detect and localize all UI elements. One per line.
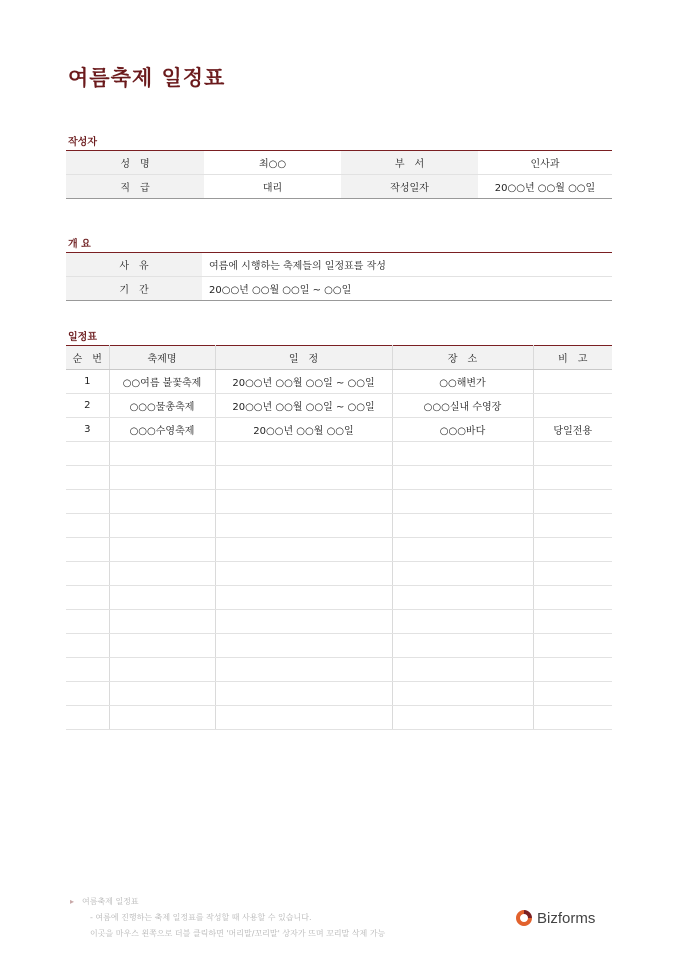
bizforms-logo — [514, 908, 595, 928]
table-row — [66, 610, 612, 634]
table-row — [66, 538, 612, 562]
festival-schedule — [215, 442, 392, 466]
festival-place — [392, 466, 533, 490]
row-number: 1 — [66, 370, 109, 394]
period-value: 20○○년 ○○월 ○○일 ~ ○○일 — [209, 285, 352, 296]
festival-schedule — [215, 514, 392, 538]
festival-note: 당일전용 — [533, 418, 612, 442]
department-label: 부 서 — [341, 151, 478, 175]
logo-text: Bizforms — [537, 909, 596, 927]
festival-place — [392, 586, 533, 610]
festival-schedule — [215, 634, 392, 658]
festival-note — [533, 706, 612, 730]
date-label: 작성일자 — [341, 175, 478, 199]
festival-schedule — [215, 538, 392, 562]
festival-place: ○○해변가 — [392, 370, 533, 394]
table-row — [66, 562, 612, 586]
festival-place: ○○○바다 — [392, 418, 533, 442]
overview-table — [66, 252, 612, 301]
festival-name: ○○○물총축제 — [109, 394, 215, 418]
name-label: 성 명 — [66, 151, 204, 175]
table-row — [66, 706, 612, 730]
festival-schedule — [215, 466, 392, 490]
festival-note — [533, 538, 612, 562]
schedule-table — [66, 345, 612, 730]
name-value: 최○○ — [204, 151, 341, 175]
festival-schedule — [215, 658, 392, 682]
festival-note — [533, 658, 612, 682]
reason-value: 여름에 시행하는 축제들의 일정표를 작성 — [202, 253, 612, 277]
festival-note — [533, 562, 612, 586]
row-number — [66, 466, 109, 490]
festival-name — [109, 706, 215, 730]
table-row — [66, 466, 612, 490]
table-row — [66, 634, 612, 658]
festival-note — [533, 514, 612, 538]
col-header-schedule: 일 정 — [215, 346, 392, 370]
festival-name — [109, 586, 215, 610]
col-header-number: 순 번 — [66, 346, 109, 370]
table-row — [66, 490, 612, 514]
overview-row — [66, 277, 612, 301]
festival-place — [392, 706, 533, 730]
festival-schedule: 20○○년 ○○월 ○○일 ~ ○○일 — [215, 394, 392, 418]
row-number — [66, 538, 109, 562]
col-header-note: 비 고 — [533, 346, 612, 370]
festival-schedule — [215, 562, 392, 586]
col-header-festival: 축제명 — [109, 346, 215, 370]
festival-name — [109, 466, 215, 490]
festival-place — [392, 562, 533, 586]
festival-name — [109, 658, 215, 682]
table-row — [66, 658, 612, 682]
festival-place — [392, 490, 533, 514]
festival-note — [533, 394, 612, 418]
festival-place — [392, 658, 533, 682]
festival-note — [533, 466, 612, 490]
festival-name — [109, 562, 215, 586]
festival-name — [109, 442, 215, 466]
row-number — [66, 442, 109, 466]
row-number — [66, 610, 109, 634]
rank-label: 직 급 — [66, 175, 204, 199]
festival-place — [392, 682, 533, 706]
festival-note — [533, 370, 612, 394]
author-row — [66, 151, 612, 175]
period-label: 기 간 — [66, 277, 202, 301]
festival-note — [533, 634, 612, 658]
reason-label: 사 유 — [66, 253, 202, 277]
row-number — [66, 490, 109, 514]
festival-name — [109, 610, 215, 634]
department-value: 인사과 — [478, 151, 612, 175]
festival-name — [109, 682, 215, 706]
festival-name — [109, 490, 215, 514]
festival-name: ○○○수영축제 — [109, 418, 215, 442]
row-number — [66, 514, 109, 538]
row-number — [66, 634, 109, 658]
bizforms-logo-icon — [514, 908, 534, 928]
author-section-heading: 작성자 — [68, 137, 97, 148]
festival-schedule — [215, 610, 392, 634]
table-row — [66, 682, 612, 706]
overview-section-heading: 개 요 — [68, 239, 91, 250]
festival-note — [533, 586, 612, 610]
date-value: 20○○년 ○○월 ○○일 — [494, 183, 596, 194]
festival-place — [392, 442, 533, 466]
row-number — [66, 586, 109, 610]
festival-schedule — [215, 586, 392, 610]
row-number — [66, 658, 109, 682]
footer-description: - 여름에 진행하는 축제 일정표를 작성할 때 사용할 수 있습니다. — [90, 913, 312, 922]
schedule-header-row — [66, 346, 612, 370]
schedule-section-heading: 일정표 — [68, 332, 97, 343]
festival-place — [392, 538, 533, 562]
festival-note — [533, 490, 612, 514]
table-row — [66, 418, 612, 442]
row-number: 3 — [66, 418, 109, 442]
festival-note — [533, 610, 612, 634]
festival-schedule: 20○○년 ○○월 ○○일 ~ ○○일 — [215, 370, 392, 394]
table-row — [66, 394, 612, 418]
footer-title: 여름축제 일정표 — [82, 897, 139, 906]
festival-name: ○○여름 불꽃축제 — [109, 370, 215, 394]
festival-note — [533, 442, 612, 466]
row-number — [66, 682, 109, 706]
row-number — [66, 706, 109, 730]
row-number: 2 — [66, 394, 109, 418]
row-number — [66, 562, 109, 586]
table-row — [66, 442, 612, 466]
table-row — [66, 586, 612, 610]
festival-name — [109, 634, 215, 658]
festival-schedule: 20○○년 ○○월 ○○일 — [215, 418, 392, 442]
festival-schedule — [215, 682, 392, 706]
festival-place — [392, 610, 533, 634]
festival-schedule — [215, 490, 392, 514]
author-row — [66, 175, 612, 199]
festival-place — [392, 514, 533, 538]
document-title: 여름축제 일정표 — [68, 66, 226, 90]
festival-name — [109, 514, 215, 538]
festival-place — [392, 634, 533, 658]
page-footer — [70, 894, 385, 942]
author-table — [66, 150, 612, 199]
festival-name — [109, 538, 215, 562]
footer-hint: 이곳을 마우스 왼쪽으로 더블 클릭하면 '머리말/꼬리말' 상자가 뜨며 꼬리말 삭제 가능 — [90, 929, 386, 938]
overview-row — [66, 253, 612, 277]
festival-place: ○○○실내 수영장 — [392, 394, 533, 418]
festival-note — [533, 682, 612, 706]
table-row — [66, 370, 612, 394]
triangle-bullet-icon: ▸ — [70, 897, 75, 906]
rank-value: 대리 — [262, 183, 283, 194]
col-header-place: 장 소 — [392, 346, 533, 370]
festival-schedule — [215, 706, 392, 730]
table-row — [66, 514, 612, 538]
